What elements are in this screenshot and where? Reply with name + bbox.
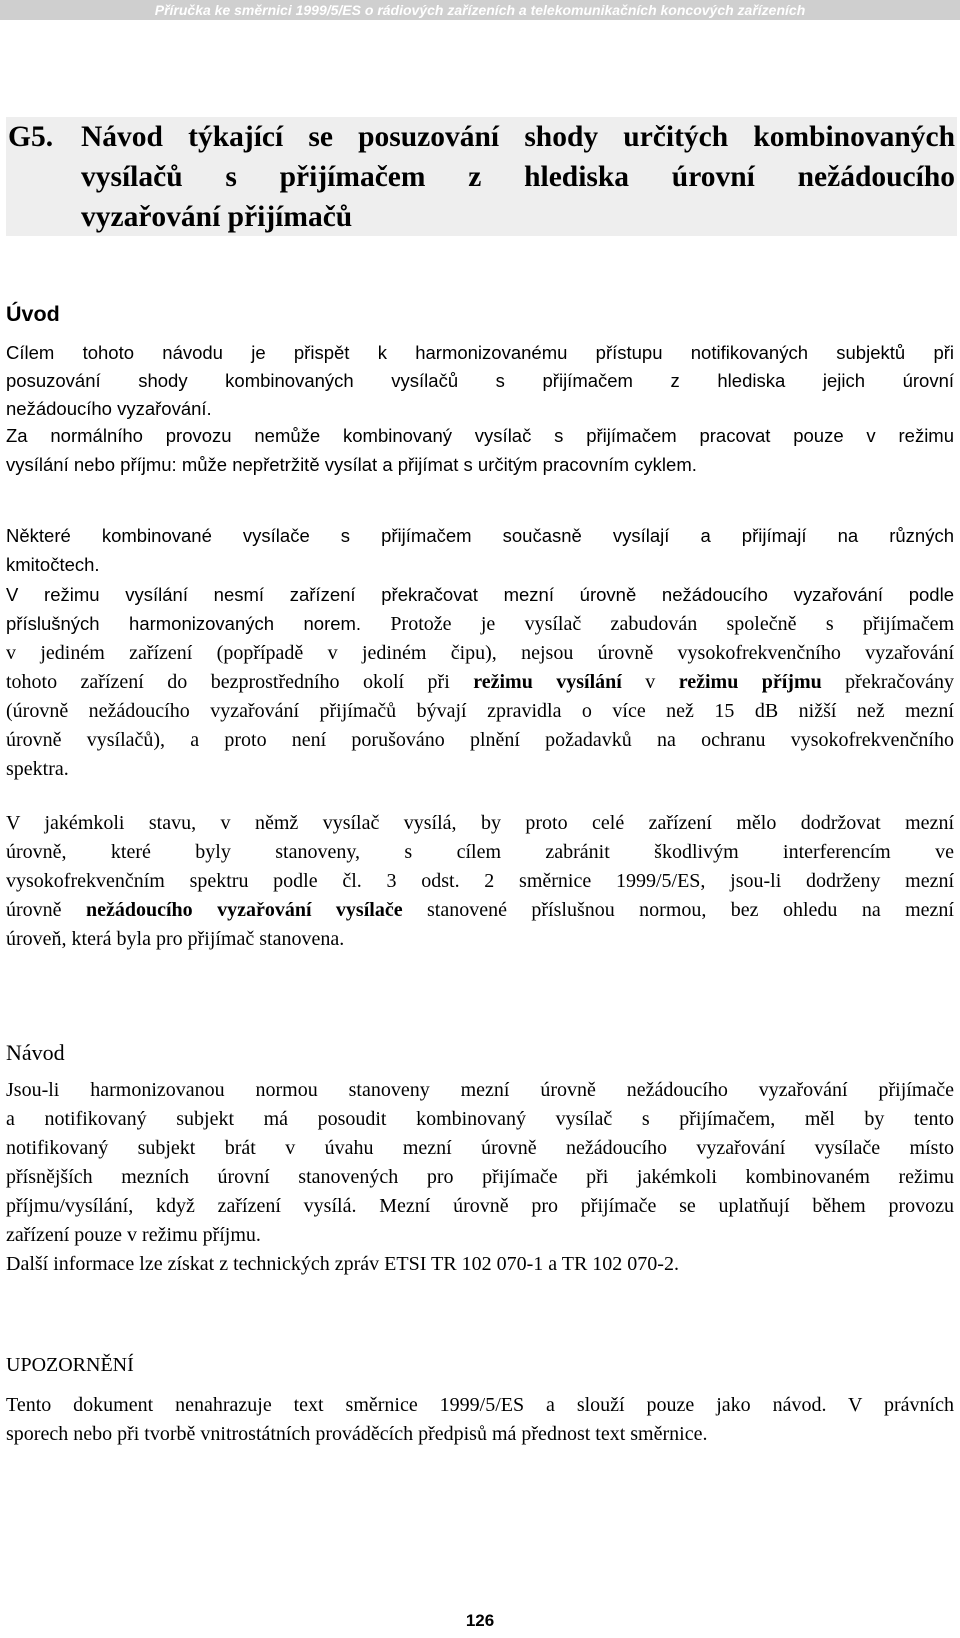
- paragraph-line: nežádoucího vyzařování.: [6, 398, 212, 419]
- running-header: Příručka ke směrnici 1999/5/ES o rádiových zařízeních a telekomunikačních koncových zařízeních: [0, 0, 960, 20]
- paragraph-line: vysílání nebo příjmu: může nepřetržitě vysílat a přijímat s určitým pracovním cyklem.: [6, 454, 697, 475]
- intro-paragraph-2: [6, 421, 954, 479]
- intro-heading: Úvod: [6, 302, 60, 326]
- paragraph-line: sporech nebo při tvorbě vnitrostátních prováděcích předpisů má přednost text směrnice.: [6, 1423, 708, 1445]
- paragraph-line: přísnějších mezních úrovní stanovených pro přijímače při jakémkoli kombinovaném režimu: [6, 1166, 954, 1188]
- paragraph-fragment: v: [621, 671, 679, 693]
- paragraph-line: [6, 609, 954, 639]
- intro-paragraph-5: [6, 809, 954, 954]
- emphasis-receive-mode: režimu příjmu: [678, 671, 822, 693]
- guidance-paragraph-1: [6, 1076, 954, 1279]
- paragraph-line: zařízení pouze v režimu příjmu.: [6, 1224, 261, 1246]
- section-title-line: vysílačů s přijímačem z hlediska úrovní nežádoucího: [81, 161, 955, 193]
- notice-paragraph: [6, 1391, 954, 1449]
- intro-paragraph-1: [6, 339, 954, 423]
- paragraph-line: vysokofrekvenčním spektru podle čl. 3 odst. 2 směrnice 1999/5/ES, jsou-li dodrženy mezní: [6, 870, 954, 892]
- paragraph-fragment: Protože je vysílač zabudován společně s přijímačem: [361, 613, 954, 635]
- paragraph-line: úroveň, která byla pro přijímač stanovena.: [6, 928, 345, 950]
- emphasis-transmit-mode: režimu vysílání: [473, 671, 622, 693]
- paragraph-fragment: stanovené příslušnou normou, bez ohledu na mezní: [402, 899, 954, 921]
- paragraph-fragment: tohoto zařízení do bezprostředního okolí při: [6, 671, 474, 693]
- paragraph-fragment: příslušných harmonizovaných norem.: [6, 613, 362, 634]
- paragraph-line: Další informace lze získat z technických zpráv ETSI TR 102 070-1 a TR 102 070-2.: [6, 1253, 679, 1275]
- paragraph-line: spektra.: [6, 758, 69, 780]
- section-title: [81, 117, 955, 237]
- intro-paragraph-3: [6, 521, 954, 579]
- section-title-line: vyzařování přijímačů: [81, 201, 353, 233]
- intro-paragraph-4: [6, 580, 954, 784]
- paragraph-line: příjmu/vysílání, když zařízení vysílá. Mezní úrovně pro přijímače se uplatňují během provozu: [6, 1195, 954, 1217]
- paragraph-line: Některé kombinované vysílače s přijímačem současně vysílají a přijímají na různých: [6, 525, 954, 546]
- paragraph-line: (úrovně nežádoucího vyzařování přijímačů bývají zpravidla o více než 15 dB nižší než mezní: [6, 700, 954, 722]
- paragraph-fragment: překračovány: [821, 671, 955, 693]
- paragraph-fragment: úrovně: [6, 899, 86, 921]
- guidance-heading: Návod: [6, 1040, 65, 1065]
- paragraph-line: posuzování shody kombinovaných vysílačů s přijímačem z hlediska jejich úrovní: [6, 370, 954, 391]
- page-number: 126: [465, 1611, 495, 1630]
- paragraph-line: notifikovaný subjekt brát v úvahu mezní úrovně nežádoucího vyzařování vysílače místo: [6, 1137, 954, 1159]
- paragraph-line: a notifikovaný subjekt má posoudit kombinovaný vysílač s přijímačem, měl by tento: [6, 1108, 954, 1130]
- paragraph-line: V jakémkoli stavu, v němž vysílač vysílá, by proto celé zařízení mělo dodržovat mezní: [6, 812, 954, 834]
- paragraph-line: kmitočtech.: [6, 554, 100, 575]
- section-number: G5.: [8, 121, 54, 153]
- paragraph-line: Tento dokument nenahrazuje text směrnice 1999/5/ES a slouží pouze jako návod. V právních: [6, 1394, 954, 1416]
- paragraph-line: [6, 896, 954, 925]
- paragraph-line: Za normálního provozu nemůže kombinovaný vysílač s přijímačem pracovat pouze v režimu: [6, 425, 954, 446]
- section-title-block: [6, 117, 957, 236]
- emphasis-transmitter-emission: nežádoucího vyzařování vysílače: [85, 899, 403, 921]
- paragraph-line: v jediném zařízení (popřípadě v jediném čipu), nejsou úrovně vysokofrekvenčního vyzařování: [6, 642, 954, 664]
- paragraph-line: Cílem tohoto návodu je přispět k harmonizovanému přístupu notifikovaných subjektů při: [6, 342, 954, 363]
- paragraph-line: úrovně, které byly stanoveny, s cílem zabránit škodlivým interferencím ve: [6, 841, 954, 863]
- paragraph-line: Jsou-li harmonizovanou normou stanoveny mezní úrovně nežádoucího vyzařování přijímače: [6, 1079, 954, 1101]
- section-title-line: Návod týkající se posuzování shody určitých kombinovaných: [81, 121, 955, 153]
- paragraph-line: [6, 668, 954, 697]
- paragraph-line: úrovně vysílačů), a proto není porušováno plnění požadavků na ochranu vysokofrekvenčního: [6, 729, 954, 751]
- paragraph-line: V režimu vysílání nesmí zařízení překračovat mezní úrovně nežádoucího vyzařování podle: [6, 584, 954, 605]
- notice-heading: UPOZORNĚNÍ: [6, 1354, 134, 1376]
